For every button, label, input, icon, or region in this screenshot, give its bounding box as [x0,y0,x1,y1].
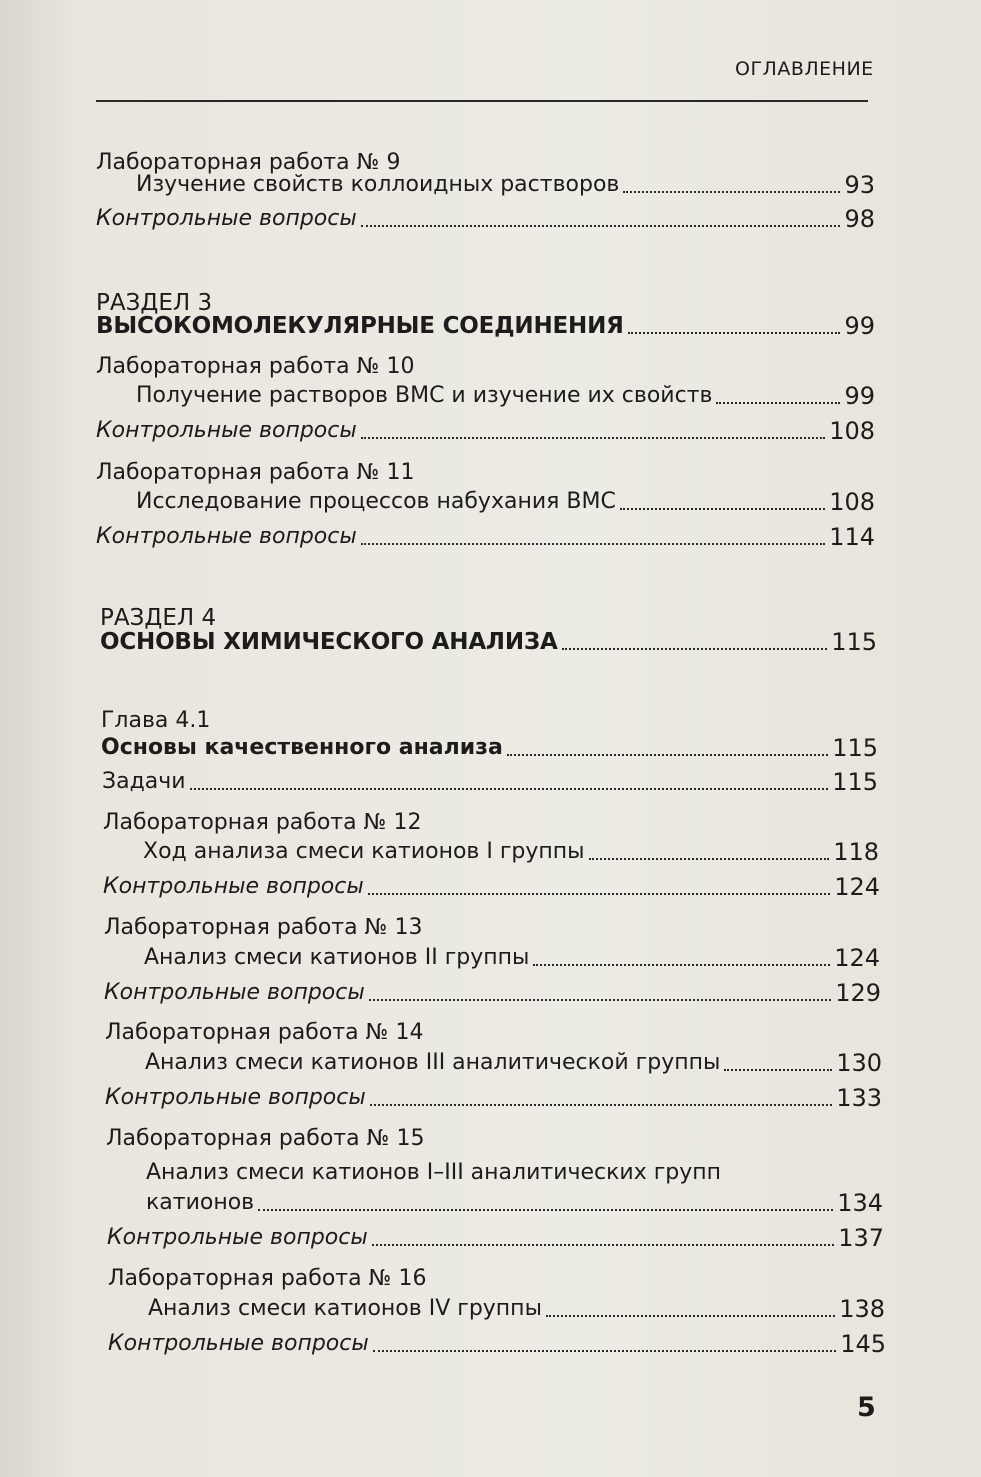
entry-page: 108 [829,488,875,516]
entry-page: 93 [844,171,875,199]
leader-dots [373,1350,836,1352]
toc-entry-lab9-questions[interactable] [96,200,875,234]
entry-page: 115 [831,628,877,656]
entry-label: Основы качественного анализа [101,735,503,760]
entry-page: 98 [844,205,875,233]
entry-label: Контрольные вопросы [105,1085,366,1110]
leader-dots [562,648,828,650]
entry-label: катионов [146,1190,255,1215]
lab14-title: Лабораторная работа № 14 [105,1020,424,1045]
entry-page: 137 [838,1224,884,1252]
toc-entry-lab14-topic[interactable] [145,1044,882,1078]
entry-page: 134 [837,1189,883,1217]
entry-page: 108 [829,417,875,445]
leader-dots [716,402,840,404]
lab15-topic-line1: Анализ смеси катионов I–III аналитических групп [146,1160,722,1185]
section3-label: РАЗДЕЛ 3 [96,290,213,316]
toc-entry-tasks[interactable] [102,763,878,797]
header-rule [96,100,868,102]
chapter41-label: Глава 4.1 [101,708,211,733]
entry-label: Анализ смеси катионов III аналитической группы [145,1050,721,1075]
toc-entry-lab9-topic[interactable] [136,166,875,200]
entry-page: 145 [840,1330,886,1358]
toc-entry-lab13-questions[interactable] [104,974,881,1008]
entry-label: Контрольные вопросы [96,418,357,443]
entry-page: 114 [829,523,875,551]
entry-page: 115 [832,734,878,762]
leader-dots [190,788,829,790]
leader-dots [368,893,830,895]
toc-entry-lab12-topic[interactable] [143,833,879,867]
entry-page: 99 [844,382,875,410]
lab13-title: Лабораторная работа № 13 [104,915,423,940]
toc-entry-lab11-questions[interactable] [96,518,875,552]
leader-dots [533,964,830,966]
leader-dots [369,999,831,1001]
leader-dots [258,1209,833,1211]
entry-label: Контрольные вопросы [96,524,357,549]
leader-dots [620,508,825,510]
toc-entry-lab16-topic[interactable] [148,1290,885,1324]
entry-label: Контрольные вопросы [108,1331,369,1356]
entry-label: Контрольные вопросы [96,206,357,231]
lab11-title: Лабораторная работа № 11 [96,460,415,485]
entry-page: 124 [834,873,880,901]
entry-label: Получение растворов ВМС и изучение их свойств [136,383,713,408]
running-header: ОГЛАВЛЕНИЕ [735,58,874,80]
toc-entry-lab12-questions[interactable] [103,868,880,902]
lab15-title: Лабораторная работа № 15 [106,1126,425,1151]
entry-page: 138 [839,1295,885,1323]
entry-page: 133 [836,1084,882,1112]
lab12-title: Лабораторная работа № 12 [103,810,422,835]
entry-label: Изучение свойств коллоидных растворов [136,172,620,197]
entry-label: Исследование процессов набухания ВМС [136,489,616,514]
leader-dots [623,191,840,193]
toc-entry-lab13-topic[interactable] [144,939,880,973]
leader-dots [507,754,828,756]
entry-label: Анализ смеси катионов IV группы [148,1296,542,1321]
entry-label: Контрольные вопросы [107,1225,368,1250]
leader-dots [370,1104,832,1106]
entry-label: Анализ смеси катионов II группы [144,945,530,970]
entry-page: 130 [836,1049,882,1077]
entry-page: 129 [835,979,881,1007]
toc-entry-section4[interactable] [100,623,877,657]
lab9-title: Лабораторная работа № 9 [96,150,401,175]
entry-label: ОСНОВЫ ХИМИЧЕСКОГО АНАЛИЗА [100,629,558,655]
leader-dots [628,332,841,334]
leader-dots [361,225,841,227]
entry-label: Контрольные вопросы [103,874,364,899]
leader-dots [546,1315,835,1317]
toc-entry-chapter41[interactable] [101,729,878,763]
leader-dots [372,1244,834,1246]
toc-entry-lab10-questions[interactable] [96,412,875,446]
toc-entry-lab15-questions[interactable] [107,1219,884,1253]
toc-entry-lab14-questions[interactable] [105,1079,882,1113]
page-number: 5 [857,1392,876,1423]
entry-label: Задачи [102,769,186,794]
leader-dots [724,1069,832,1071]
entry-page: 124 [834,944,880,972]
entry-label: Контрольные вопросы [104,980,365,1005]
section4-label: РАЗДЕЛ 4 [100,605,217,631]
leader-dots [589,858,830,860]
entry-page: 115 [832,768,878,796]
toc-entry-lab10-topic[interactable] [136,377,875,411]
leader-dots [361,543,825,545]
lab16-title: Лабораторная работа № 16 [108,1266,427,1291]
entry-page: 118 [833,838,879,866]
toc-entry-lab11-topic[interactable] [136,483,875,517]
entry-page: 99 [844,312,875,340]
toc-entry-lab15-topic[interactable] [146,1184,883,1218]
entry-label: Ход анализа смеси катионов I группы [143,839,585,864]
toc-entry-lab16-questions[interactable] [108,1325,886,1359]
leader-dots [361,437,825,439]
toc-entry-section3[interactable] [96,307,875,341]
entry-label: ВЫСОКОМОЛЕКУЛЯРНЫЕ СОЕДИНЕНИЯ [96,313,624,339]
lab10-title: Лабораторная работа № 10 [96,354,415,379]
